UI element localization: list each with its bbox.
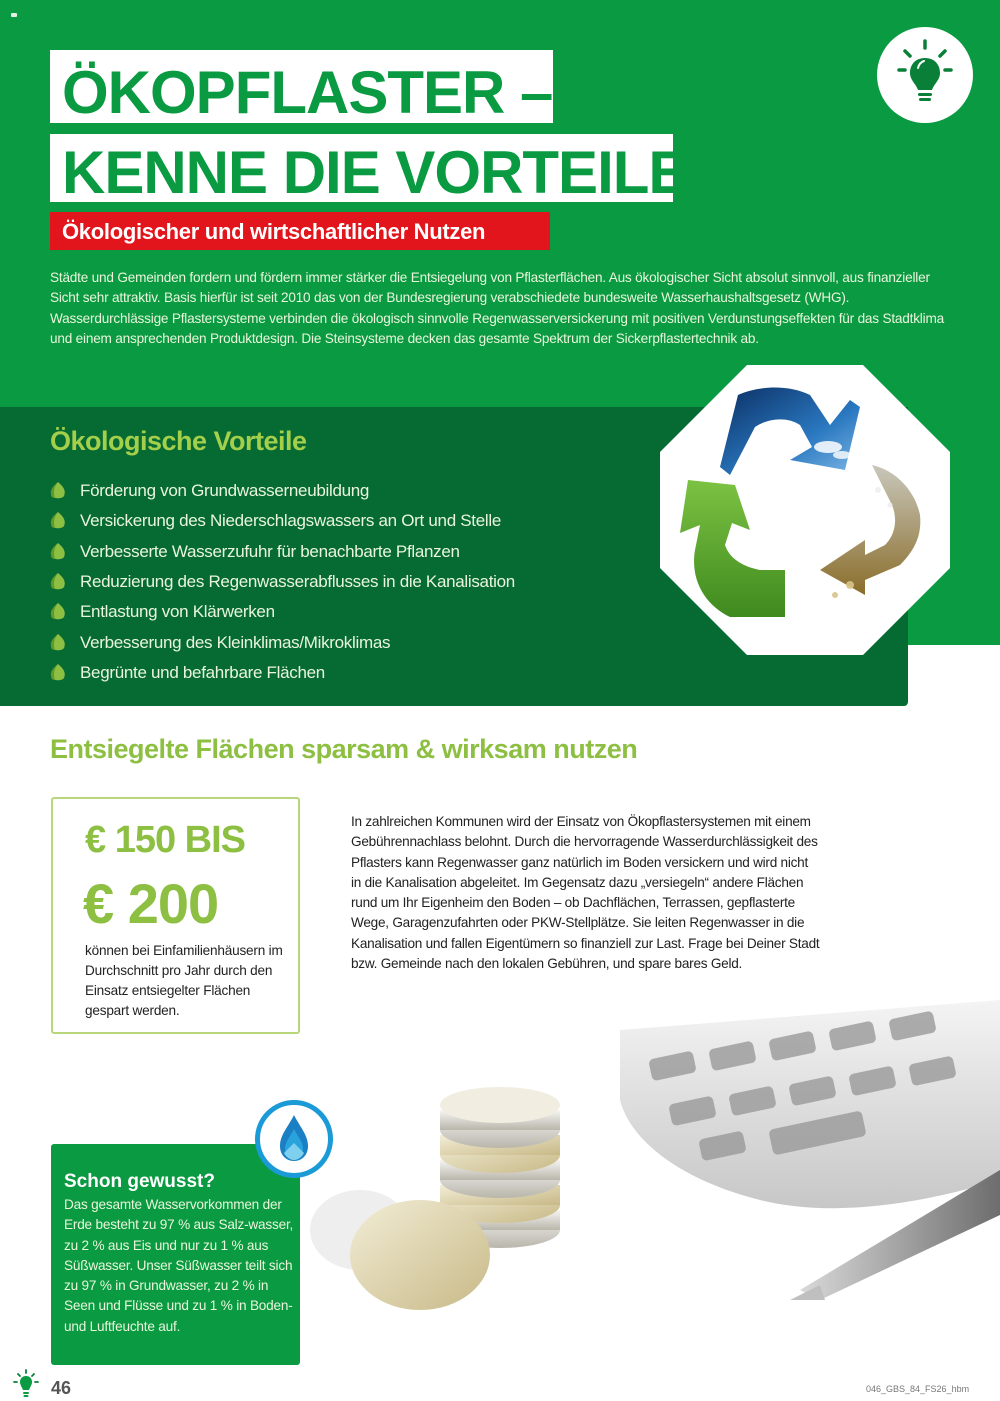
savings-amount-to: € 200 bbox=[83, 872, 219, 935]
page-title-line-2: KENNE DIE VORTEILE bbox=[50, 134, 673, 202]
list-item-text: Verbesserung des Kleinklimas/Mikroklimas bbox=[80, 632, 391, 652]
corner-mark bbox=[11, 13, 17, 17]
leaf-icon bbox=[50, 543, 66, 561]
leaf-icon bbox=[50, 664, 66, 682]
did-you-know-text: Das gesamte Wasservorkommen der Erde besteht zu 97 % aus Salz-wasser, zu 2 % aus Eis und nur zu 1 % aus Süßwasser. Unser Süßwasser teilt sich zu 97 % in Grundwasser, zu 2 % in Seen und Flüsse und zu 1 % in Boden- und Luftfeuchte auf. bbox=[64, 1197, 294, 1334]
list-item bbox=[50, 597, 515, 627]
coins-calculator-pen-image bbox=[300, 1000, 1000, 1360]
water-drop-icon bbox=[260, 1105, 328, 1173]
leaf-icon bbox=[50, 634, 66, 652]
did-you-know-title: Schon gewusst? bbox=[64, 1171, 215, 1192]
document-code: 046_GBS_84_FS26_hbm bbox=[866, 1384, 970, 1394]
savings-highlight-box bbox=[51, 797, 300, 1034]
calculator-coins-illustration bbox=[300, 1000, 1000, 1360]
page-title-line-1: ÖKOPFLASTER – bbox=[50, 50, 553, 123]
list-item bbox=[50, 567, 515, 597]
list-item bbox=[50, 658, 515, 688]
list-item bbox=[50, 537, 515, 567]
lightbulb-badge bbox=[877, 27, 973, 123]
list-item-text: Förderung von Grundwasserneubildung bbox=[80, 481, 370, 501]
recycling-arrows-image bbox=[660, 365, 950, 655]
recycle-icon bbox=[660, 365, 950, 655]
water-drop-badge bbox=[255, 1100, 333, 1178]
ecological-benefits-title: Ökologische Vorteile bbox=[50, 426, 307, 456]
leaf-icon bbox=[50, 603, 66, 621]
did-you-know-box bbox=[51, 1144, 300, 1365]
leaf-icon bbox=[50, 482, 66, 500]
savings-section-title: Entsiegelte Flächen sparsam & wirksam nutzen bbox=[50, 734, 638, 764]
lightbulb-icon bbox=[12, 1369, 40, 1399]
list-item bbox=[50, 476, 515, 506]
leaf-icon bbox=[50, 573, 66, 591]
list-item-text: Begrünte und befahrbare Flächen bbox=[80, 662, 325, 682]
page-number: 46 bbox=[51, 1378, 72, 1398]
list-item bbox=[50, 627, 515, 657]
savings-body-paragraph: In zahlreichen Kommunen wird der Einsatz von Ökopflastersystemen mit einem Gebührennachlass belohnt. Durch die hervorragende Wasserdurchlässigkeit des Pflasters kann Regenwasser ganz natürlich im Boden versickern und wird nicht in die Kanalisation abgeleitet. Im Gegensatz dazu „versiegeln“ andere Flächen rund um Ihr Eigenheim den Boden – ob Dachflächen, Terrassen, gepflasterte Wege, Garagenzufahrten oder PKW-Stellplätze. Sie leiten Regenwasser in die Kanalisation und fallen Eigentümern so finanziell zur Last. Frage bei Deiner Stadt bzw. Gemeinde nach den lokalen Gebühren, und spare bares Geld. bbox=[351, 814, 820, 972]
leaf-icon bbox=[50, 512, 66, 530]
ecological-benefits-list bbox=[50, 476, 515, 688]
list-item-text: Verbesserte Wasserzufuhr für benachbarte Pflanzen bbox=[80, 541, 460, 561]
list-item bbox=[50, 506, 515, 536]
savings-description: können bei Einfamilienhäusern im Durchschnitt pro Jahr durch den Einsatz entsiegelter Flächen gespart werden. bbox=[85, 943, 283, 1018]
list-item-text: Entlastung von Klärwerken bbox=[80, 602, 275, 622]
list-item-text: Versickerung des Niederschlagswassers an Ort und Stelle bbox=[80, 511, 501, 531]
list-item-text: Reduzierung des Regenwasserabflusses in die Kanalisation bbox=[80, 572, 515, 592]
savings-amount-from: € 150 BIS bbox=[85, 819, 245, 861]
page-subtitle: Ökologischer und wirtschaftlicher Nutzen bbox=[50, 212, 550, 250]
lightbulb-icon bbox=[877, 27, 973, 123]
intro-paragraph: Städte und Gemeinden fordern und fördern immer stärker die Entsiegelung von Pflasterflächen. Aus ökologischer Sicht absolut sinnvoll, aus finanzieller Sicht sehr attraktiv. Basis hierfür ist seit 2010 das von der Bundesregierung verabschiedete bundesweite Wasserhaushaltsgesetz (WHG). Wasserdurchlässige Pflastersysteme verbinden die ökologisch sinnvolle Regenwasserversickerung mit positiven Verdunstungseffekten für das Stadtklima und einem ansprechenden Produktdesign. Die Steinsysteme decken das gesamte Spektrum der Sickerpflastertechnik ab. bbox=[50, 270, 944, 347]
